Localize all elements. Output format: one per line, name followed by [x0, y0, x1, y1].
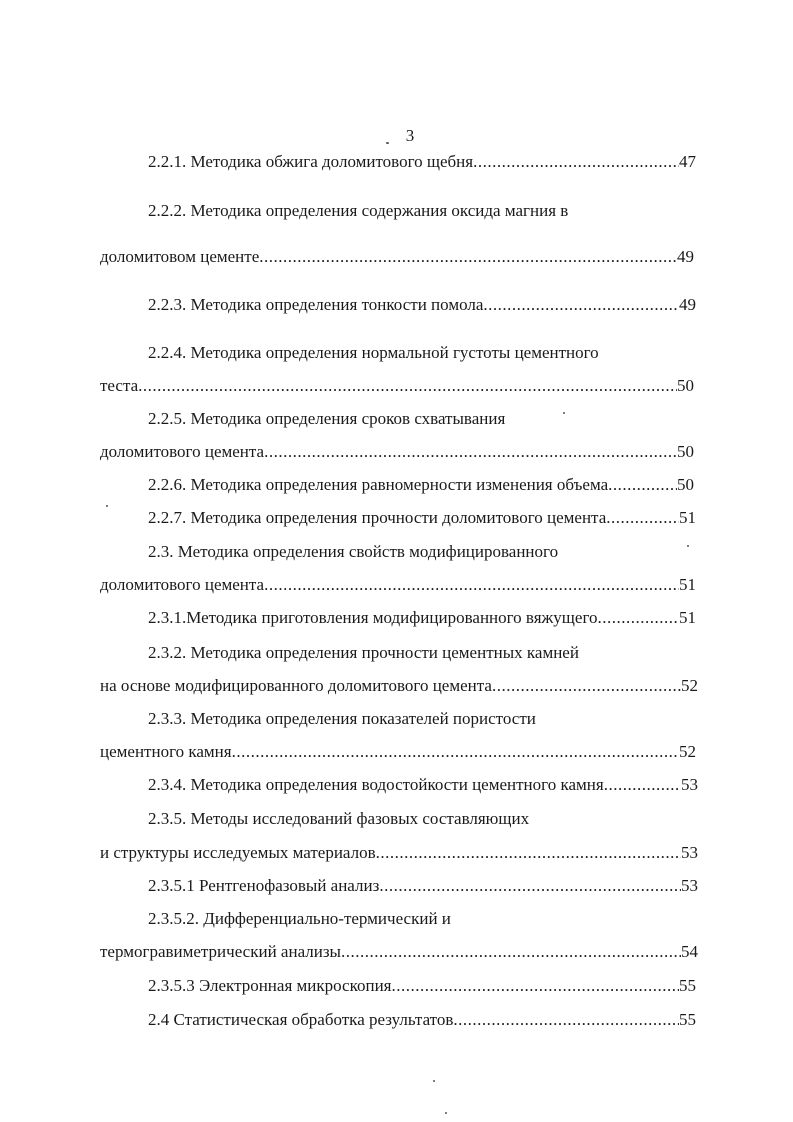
toc-entry-2-2-2-line1: 2.2.2. Методика определения содержания оксида магния в: [148, 201, 569, 220]
toc-entry-page: 50: [677, 442, 694, 461]
toc-leader-dots: [138, 374, 677, 398]
toc-entry-text: на основе модифицированного доломитового цемента: [100, 676, 492, 695]
toc-entry-2-3-3-line2: [100, 740, 696, 764]
toc-entry-2-2-4-line2: [100, 374, 694, 398]
toc-leader-dots: [492, 674, 681, 698]
toc-entry-text: 2.4 Статистическая обработка результатов: [148, 1010, 454, 1029]
toc-entry-text: 2.3.5.3 Электронная микроскопия: [148, 976, 392, 995]
toc-entry-2-3-line1: 2.3. Методика определения свойств модифицированного: [148, 542, 559, 561]
scan-speck: [445, 1112, 447, 1114]
toc-leader-dots: [608, 473, 677, 497]
scan-speck: [433, 1080, 435, 1082]
toc-leader-dots: [232, 740, 679, 764]
toc-entry-text: 2.2.7. Методика определения прочности доломитового цемента: [148, 508, 607, 527]
toc-entry-text: 2.2.3. Методика определения тонкости помола: [148, 295, 484, 314]
toc-entry-2-2-6: [148, 473, 694, 497]
toc-entry-text: 2.3.5.1 Рентгенофазовый анализ: [148, 876, 380, 895]
toc-entry-2-2-5-line1: 2.2.5. Методика определения сроков схватывания: [148, 409, 506, 428]
toc-entry-2-3-5-1: [148, 874, 698, 898]
toc-entry-page: 51: [679, 608, 696, 627]
toc-entry-page: 51: [679, 575, 696, 594]
toc-entry-text: 2.3.4. Методика определения водостойкости цементного камня: [148, 775, 604, 794]
toc-entry-2-4: [148, 1008, 696, 1032]
toc-entry-2-2-4-line1: 2.2.4. Методика определения нормальной густоты цементного: [148, 343, 599, 362]
toc-leader-dots: [606, 506, 679, 530]
toc-entry-2-3-5-3: [148, 974, 696, 998]
toc-leader-dots: [598, 606, 680, 630]
toc-entry-text: доломитовом цементе: [100, 247, 260, 266]
scan-speck: [386, 142, 389, 144]
toc-entry-page: 52: [679, 742, 696, 761]
toc-entry-2-3-5-line2: [100, 841, 698, 865]
toc-entry-2-2-7: [148, 506, 696, 530]
toc-entry-text: доломитового цемента: [100, 575, 265, 594]
toc-entry-2-2-1: [148, 150, 696, 174]
toc-entry-text: 2.2.6. Методика определения равномерности изменения объема: [148, 475, 609, 494]
page-number: 3: [405, 126, 415, 145]
toc-entry-2-3-3-line1: 2.3.3. Методика определения показателей пористости: [148, 709, 536, 728]
toc-entry-2-2-5-line2: [100, 440, 694, 464]
toc-entry-2-3-5-2-line2: [100, 940, 698, 964]
toc-leader-dots: [604, 773, 681, 797]
toc-entry-page: 50: [677, 376, 694, 395]
toc-entry-text: доломитового цемента: [100, 442, 265, 461]
toc-entry-page: 54: [681, 942, 698, 961]
toc-entry-2-3-1: [148, 606, 696, 630]
toc-entry-2-3-5-line1: 2.3.5. Методы исследований фазовых составляющих: [148, 809, 530, 828]
toc-entry-2-3-line2: [100, 573, 696, 597]
toc-leader-dots: [379, 874, 681, 898]
toc-entry-text: и структуры исследуемых материалов: [100, 843, 376, 862]
toc-leader-dots: [483, 293, 679, 317]
toc-leader-dots: [264, 440, 677, 464]
toc-entry-2-3-5-2-line1: 2.3.5.2. Дифференциально-термический и: [148, 909, 451, 928]
toc-entry-page: 51: [679, 508, 696, 527]
toc-entry-page: 49: [679, 295, 696, 314]
toc-entry-page: 49: [677, 247, 694, 266]
toc-entry-2-3-4: [148, 773, 698, 797]
toc-entry-text: 2.2.1. Методика обжига доломитового щебня: [148, 152, 474, 171]
toc-entry-page: 52: [681, 676, 698, 695]
toc-leader-dots: [392, 974, 679, 998]
toc-entry-text: цементного камня: [100, 742, 232, 761]
toc-leader-dots: [473, 150, 679, 174]
toc-entry-2-3-2-line1: 2.3.2. Методика определения прочности цементных камней: [148, 643, 579, 662]
toc-leader-dots: [264, 573, 679, 597]
scan-speck: [106, 505, 108, 507]
toc-leader-dots: [259, 245, 677, 269]
toc-leader-dots: [453, 1008, 679, 1032]
toc-leader-dots: [376, 841, 681, 865]
toc-entry-2-2-2-line2: [100, 245, 694, 269]
toc-entry-page: 55: [679, 1010, 696, 1029]
toc-entry-2-3-2-line2: [100, 674, 698, 698]
toc-entry-page: 50: [677, 475, 694, 494]
toc-entry-page: 47: [679, 152, 696, 171]
scan-speck: [563, 412, 565, 414]
toc-entry-page: 53: [681, 843, 698, 862]
toc-entry-page: 53: [681, 876, 698, 895]
toc-entry-text: термогравиметрический анализы: [100, 942, 341, 961]
scan-speck: [687, 545, 689, 547]
toc-entry-text: теста: [100, 376, 139, 395]
toc-entry-page: 55: [679, 976, 696, 995]
toc-entry-text: 2.3.1.Методика приготовления модифицированного вяжущего: [148, 608, 598, 627]
toc-entry-2-2-3: [148, 293, 696, 317]
toc-leader-dots: [341, 940, 681, 964]
toc-entry-page: 53: [681, 775, 698, 794]
